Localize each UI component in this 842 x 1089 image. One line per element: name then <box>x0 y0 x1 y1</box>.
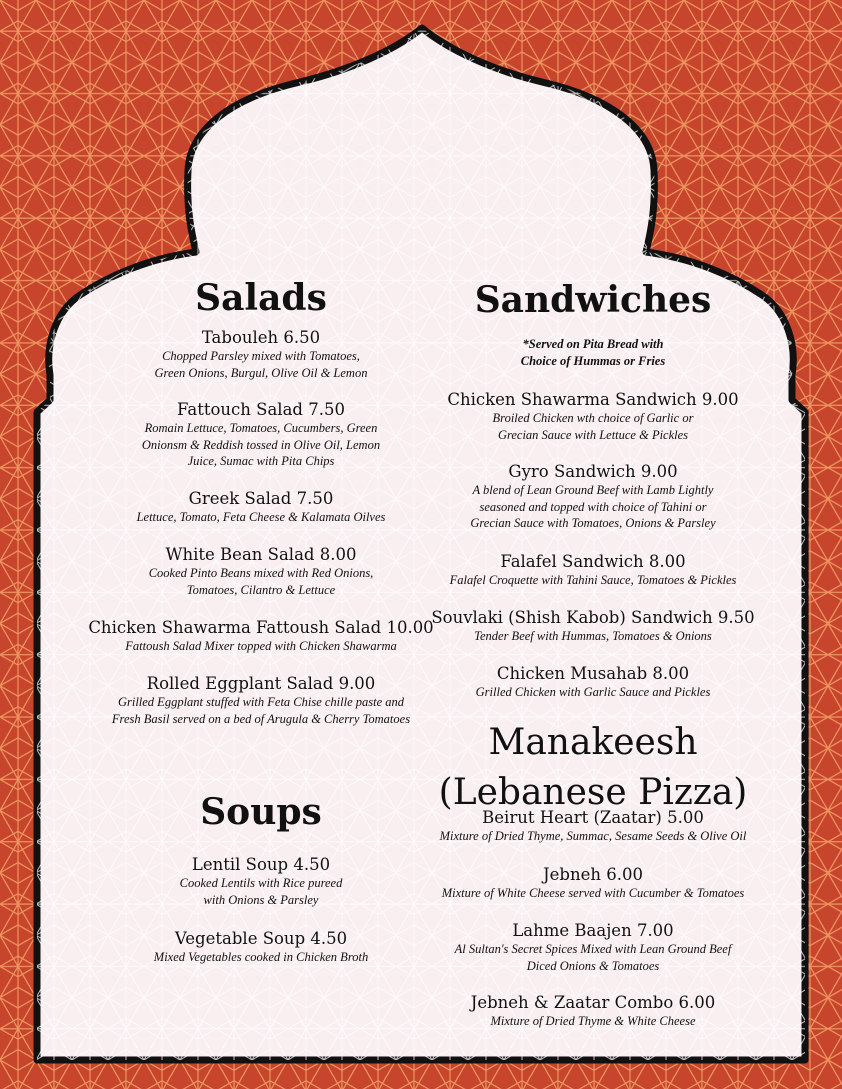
menu-item <box>422 865 764 902</box>
item-name: Lahme Baajen 7.00 <box>512 921 674 940</box>
item-name: White Bean Salad 8.00 <box>165 545 357 564</box>
menu-item <box>80 674 442 727</box>
item-desc: Lettuce, Tomato, Feta Cheese & Kalamata Oilves <box>136 510 386 524</box>
item-name: Lentil Soup 4.50 <box>191 855 331 874</box>
menu-item <box>422 993 764 1030</box>
item-desc: seasoned and topped with choice of Tahini or <box>479 499 707 514</box>
menu-item <box>422 608 764 645</box>
manakeesh-title-line: Manakeesh <box>488 722 698 763</box>
item-desc: Romain Lettuce, Tomatoes, Cucumbers, Green <box>144 421 378 435</box>
item-name: Jebneh 6.00 <box>543 865 643 884</box>
menu-item <box>422 552 764 589</box>
note-line: *Served on Pita Bread with <box>522 337 664 351</box>
item-name: Vegetable Soup 4.50 <box>174 929 348 948</box>
menu-item <box>422 664 764 701</box>
item-name: Falafel Sandwich 8.00 <box>500 552 686 571</box>
item-desc: Chopped Parsley mixed with Tomatoes, <box>162 349 360 363</box>
item-desc: Grecian Sauce with Tomatoes, Onions & Parsley <box>470 516 716 530</box>
menu-item <box>80 489 442 526</box>
item-desc: Grilled Eggplant stuffed with Feta Chise chille paste and <box>117 695 405 709</box>
manakeesh-heading <box>422 718 764 818</box>
menu-item <box>80 545 442 598</box>
item-desc: Mixture of White Cheese served with Cucumber & Tomatoes <box>441 886 745 900</box>
menu-item <box>422 390 764 443</box>
item-name: Chicken Shawarma Sandwich 9.00 <box>447 390 739 409</box>
item-desc: Cooked Pinto Beans mixed with Red Onions, <box>148 566 374 580</box>
manakeesh-title-line: (Lebanese Pizza) <box>438 772 748 813</box>
item-desc: Mixed Vegetables cooked in Chicken Broth <box>153 950 369 964</box>
sandwiches-note <box>422 336 764 370</box>
item-name: Rolled Eggplant Salad 9.00 <box>146 674 376 693</box>
soups-heading: Soups <box>200 791 322 833</box>
note-line: Choice of Hummas or Fries <box>520 354 666 368</box>
menu-item <box>80 400 442 470</box>
item-name: Jebneh & Zaatar Combo 6.00 <box>470 993 716 1012</box>
item-desc: Tomatoes, Cilantro & Lettuce <box>186 582 336 597</box>
menu-item <box>80 855 442 908</box>
item-name: Beirut Heart (Zaatar) 5.00 <box>482 808 704 827</box>
menu-item <box>422 921 764 974</box>
item-name: Chicken Shawarma Fattoush Salad 10.00 <box>88 618 434 637</box>
item-desc: Diced Onions & Tomatoes <box>526 958 660 973</box>
item-desc: Mixture of Dried Thyme & White Cheese <box>490 1014 696 1028</box>
item-desc: Fattoush Salad Mixer topped with Chicken Shawarma <box>125 639 397 653</box>
item-desc: with Onions & Parsley <box>203 892 319 907</box>
item-desc: A blend of Lean Ground Beef with Lamb Lightly <box>472 483 714 497</box>
item-desc: Al Sultan's Secret Spices Mixed with Lean Ground Beef <box>454 942 732 956</box>
item-name: Tabouleh 6.50 <box>201 328 321 347</box>
item-desc: Fresh Basil served on a bed of Arugula & Cherry Tomatoes <box>111 711 411 726</box>
item-desc: Juice, Sumac with Pita Chips <box>187 454 335 468</box>
item-desc: Broiled Chicken wth choice of Garlic or <box>492 411 694 425</box>
item-desc: Onionsm & Reddish tossed in Olive Oil, Lemon <box>141 437 381 452</box>
item-desc: Mixture of Dried Thyme, Summac, Sesame Seeds & Olive Oil <box>439 829 747 843</box>
menu-item <box>80 929 442 966</box>
menu-item <box>422 462 764 532</box>
menu-item <box>422 808 764 845</box>
item-name: Gyro Sandwich 9.00 <box>508 462 678 481</box>
sandwiches-heading: Sandwiches <box>474 279 712 321</box>
item-name: Fattouch Salad 7.50 <box>177 400 345 419</box>
menu-item <box>80 618 442 655</box>
item-desc: Tender Beef with Hummas, Tomatoes & Onions <box>474 629 712 643</box>
item-desc: Cooked Lentils with Rice pureed <box>179 876 343 890</box>
salads-heading: Salads <box>195 277 327 319</box>
item-desc: Falafel Croquette with Tahini Sauce, Tomatoes & Pickles <box>449 573 737 587</box>
item-name: Souvlaki (Shish Kabob) Sandwich 9.50 <box>431 608 755 627</box>
item-desc: Grecian Sauce with Lettuce & Pickles <box>497 427 689 442</box>
item-desc: Grilled Chicken with Garlic Sauce and Pickles <box>475 685 711 699</box>
item-name: Greek Salad 7.50 <box>188 489 334 508</box>
item-name: Chicken Musahab 8.00 <box>496 664 690 683</box>
menu-item <box>80 328 442 381</box>
item-desc: Green Onions, Burgul, Olive Oil & Lemon <box>154 365 368 380</box>
